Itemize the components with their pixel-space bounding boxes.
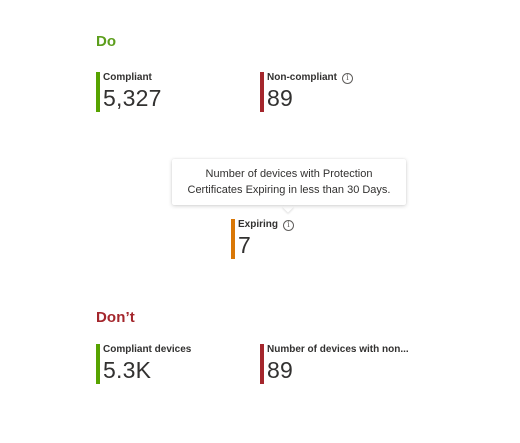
expiring-label: Expiring <box>238 219 279 230</box>
info-icon[interactable]: i <box>283 220 294 231</box>
non-compliant-label: Non-compliant <box>267 72 337 83</box>
compliant-devices-label-row <box>103 344 191 356</box>
compliant-devices-value: 5.3K <box>103 357 152 383</box>
non-compliant-devices-value: 89 <box>267 357 293 383</box>
non-compliant-status-bar <box>260 72 264 112</box>
non-compliant-devices-label-row <box>267 344 409 356</box>
compliant-metric <box>96 72 162 112</box>
non-compliant-value: 89 <box>267 85 293 111</box>
non-compliant-label-row <box>267 72 353 84</box>
expiring-metric <box>231 219 294 259</box>
non-compliant-devices-metric <box>260 344 409 384</box>
non-compliant-devices-label: Number of devices with non... <box>267 344 409 355</box>
info-icon[interactable]: i <box>342 73 353 84</box>
non-compliant-metric <box>260 72 353 112</box>
compliant-devices-label: Compliant devices <box>103 344 192 355</box>
compliant-devices-metric <box>96 344 191 384</box>
compliant-value: 5,327 <box>103 85 162 111</box>
compliant-status-bar <box>96 72 100 112</box>
non-compliant-devices-status-bar <box>260 344 264 384</box>
compliant-label: Compliant <box>103 72 152 83</box>
do-heading: Do <box>96 33 117 50</box>
dont-heading: Don’t <box>96 309 135 326</box>
compliant-label-row <box>103 72 162 84</box>
tooltip <box>172 159 406 205</box>
tooltip-line-1: Number of devices with Protection <box>205 168 373 180</box>
expiring-status-bar <box>231 219 235 259</box>
expiring-value: 7 <box>238 232 251 258</box>
expiring-label-row <box>238 219 294 231</box>
compliant-devices-status-bar <box>96 344 100 384</box>
tooltip-line-2: Certificates Expiring in less than 30 Days. <box>187 184 391 196</box>
